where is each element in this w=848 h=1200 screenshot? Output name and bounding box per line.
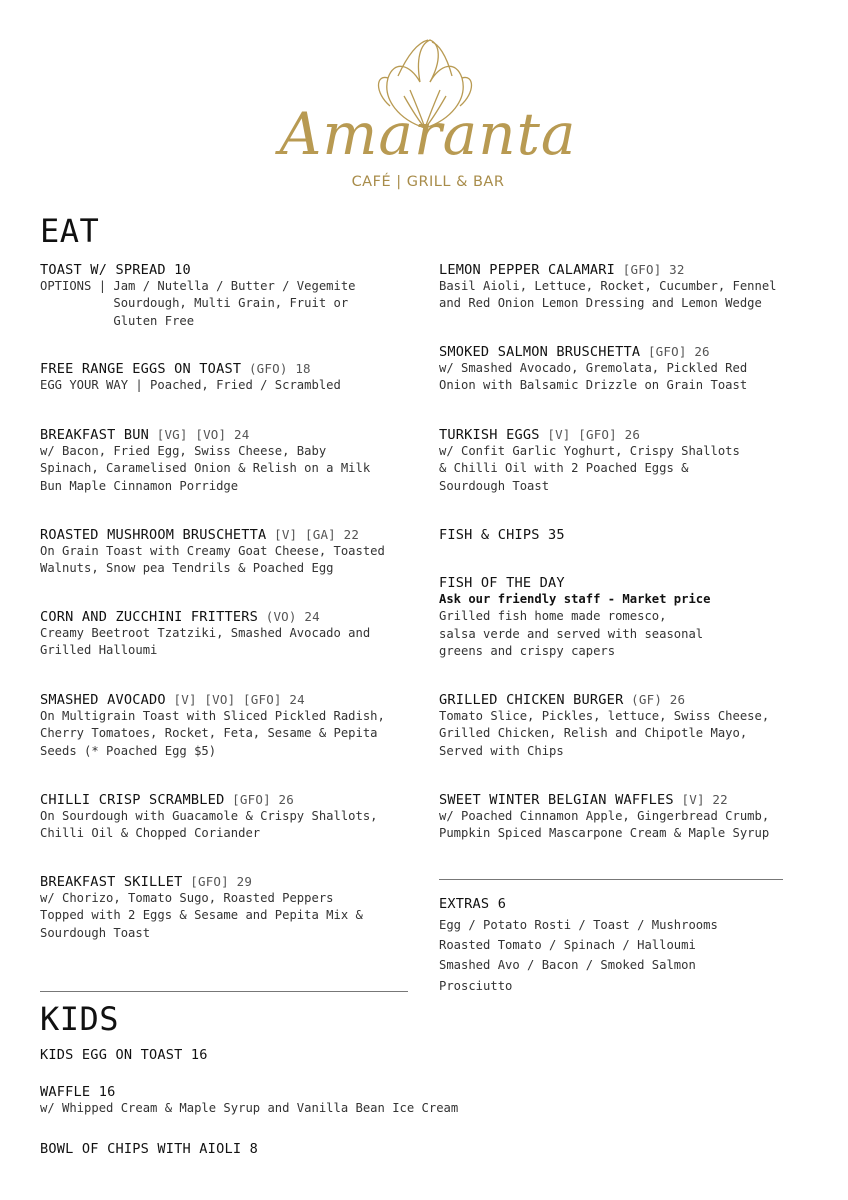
extras-block — [439, 896, 829, 996]
item-name: ROASTED MUSHROOM BRUSCHETTA — [40, 527, 267, 543]
item-tags: [GFO] 32 — [615, 262, 685, 277]
item-name: FISH & CHIPS 35 — [439, 527, 565, 543]
menu-item — [40, 792, 420, 843]
item-tags: [V] [GFO] 26 — [539, 427, 641, 442]
item-name: FISH OF THE DAY — [439, 575, 565, 591]
item-description: w/ Chorizo, Tomato Sugo, Roasted Peppers Topped with 2 Eggs & Sesame and Pepita Mix & Sourdough Toast — [40, 891, 363, 940]
menu-item — [40, 361, 420, 394]
item-name: WAFFLE 16 — [40, 1084, 116, 1100]
item-description: w/ Smashed Avocado, Gremolata, Pickled Red Onion with Balsamic Drizzle on Grain Toast — [439, 361, 748, 393]
item-description: Tomato Slice, Pickles, lettuce, Swiss Cheese, Grilled Chicken, Relish and Chipotle Mayo, Served with Chips — [439, 709, 770, 758]
extras-line: Roasted Tomato / Spinach / Halloumi — [439, 938, 696, 953]
item-name: FREE RANGE EGGS ON TOAST — [40, 361, 242, 377]
item-tags: (GFO) 18 — [241, 361, 311, 376]
item-description: w/ Poached Cinnamon Apple, Gingerbread Crumb, Pumpkin Spiced Mascarpone Cream & Maple Syrup — [439, 809, 770, 841]
item-tags: (VO) 24 — [258, 609, 320, 624]
item-description: EGG YOUR WAY | Poached, Fried / Scrambled — [40, 378, 341, 392]
menu-item — [40, 692, 420, 760]
menu-item — [40, 1047, 640, 1063]
item-name: CORN AND ZUCCHINI FRITTERS — [40, 609, 258, 625]
item-description: On Grain Toast with Creamy Goat Cheese, Toasted Walnuts, Snow pea Tendrils & Poached Egg — [40, 544, 385, 576]
divider — [439, 879, 783, 880]
item-name: BOWL OF CHIPS WITH AIOLI 8 — [40, 1141, 258, 1157]
item-tags: [GFO] 26 — [224, 792, 294, 807]
item-description: On Sourdough with Guacamole & Crispy Shallots, Chilli Oil & Chopped Coriander — [40, 809, 378, 841]
menu-item — [40, 427, 420, 495]
extras-title: EXTRAS 6 — [439, 896, 507, 912]
item-name: SMOKED SALMON BRUSCHETTA — [439, 344, 641, 360]
brand-name: Amaranta — [279, 100, 577, 168]
item-note: Ask our friendly staff - Market price — [439, 592, 711, 606]
menu-item — [40, 1084, 640, 1117]
item-tags: [V] 22 — [673, 792, 728, 807]
menu-item — [439, 527, 829, 543]
item-tags: [VG] [VO] 24 — [149, 427, 250, 442]
item-description: w/ Bacon, Fried Egg, Swiss Cheese, Baby Spinach, Caramelised Onion & Relish on a Milk Bun Maple Cinnamon Porridge — [40, 444, 371, 493]
item-options-label: OPTIONS | — [40, 279, 114, 293]
menu-item — [439, 427, 829, 495]
item-name: GRILLED CHICKEN BURGER — [439, 692, 624, 708]
item-name: KIDS EGG ON TOAST 16 — [40, 1047, 208, 1063]
menu-item — [439, 262, 829, 313]
brand-tagline: CAFÉ | GRILL & BAR — [351, 174, 505, 190]
menu-item — [439, 692, 829, 760]
item-tags: (GF) 26 — [623, 692, 686, 707]
item-tags: [V] [GA] 22 — [266, 527, 360, 542]
section-title-kids: KIDS — [40, 1000, 120, 1038]
item-name: CHILLI CRISP SCRAMBLED — [40, 792, 225, 808]
extras-line: Smashed Avo / Bacon / Smoked Salmon — [439, 958, 696, 973]
menu-item — [40, 874, 420, 942]
item-name: TURKISH EGGS — [439, 427, 540, 443]
item-name: LEMON PEPPER CALAMARI — [439, 262, 616, 278]
menu-item — [439, 575, 829, 660]
extras-line: Egg / Potato Rosti / Toast / Mushrooms — [439, 918, 718, 932]
item-description: On Multigrain Toast with Sliced Pickled Radish, Cherry Tomatoes, Rocket, Feta, Sesame & Pepita Seeds (* Poached Egg $5) — [40, 709, 385, 758]
item-description: Grilled fish home made romesco, salsa verde and served with seasonal greens and crispy capers — [439, 609, 704, 658]
item-name: SWEET WINTER BELGIAN WAFFLES — [439, 792, 674, 808]
item-description: Creamy Beetroot Tzatziki, Smashed Avocado and Grilled Halloumi — [40, 626, 371, 658]
menu-item — [439, 344, 829, 395]
menu-item — [40, 527, 420, 578]
item-tags: [GFO] 29 — [182, 874, 253, 889]
menu-item — [439, 792, 829, 843]
extras-line: Prosciutto — [439, 978, 513, 993]
item-name: BREAKFAST BUN — [40, 427, 149, 443]
item-name: SMASHED AVOCADO — [40, 692, 166, 708]
menu-item — [40, 262, 420, 330]
item-options: Jam / Nutella / Butter / Vegemite Sourdough, Multi Grain, Fruit or Gluten Free — [113, 279, 356, 328]
item-description: w/ Confit Garlic Yoghurt, Crispy Shallots & Chilli Oil with 2 Poached Eggs & Sourdough Toast — [439, 444, 740, 493]
section-title-eat: EAT — [40, 212, 100, 250]
item-name: BREAKFAST SKILLET — [40, 874, 183, 890]
item-description: Basil Aioli, Lettuce, Rocket, Cucumber, Fennel and Red Onion Lemon Dressing and Lemon Wedge — [439, 279, 777, 311]
menu-item — [40, 609, 420, 660]
item-tags: [GFO] 26 — [640, 344, 710, 359]
item-description: w/ Whipped Cream & Maple Syrup and Vanilla Bean Ice Cream — [40, 1101, 459, 1115]
item-name: TOAST W/ SPREAD 10 — [40, 262, 191, 278]
divider — [40, 991, 408, 992]
item-tags: [V] [VO] [GFO] 24 — [165, 692, 305, 707]
menu-item — [40, 1141, 640, 1157]
